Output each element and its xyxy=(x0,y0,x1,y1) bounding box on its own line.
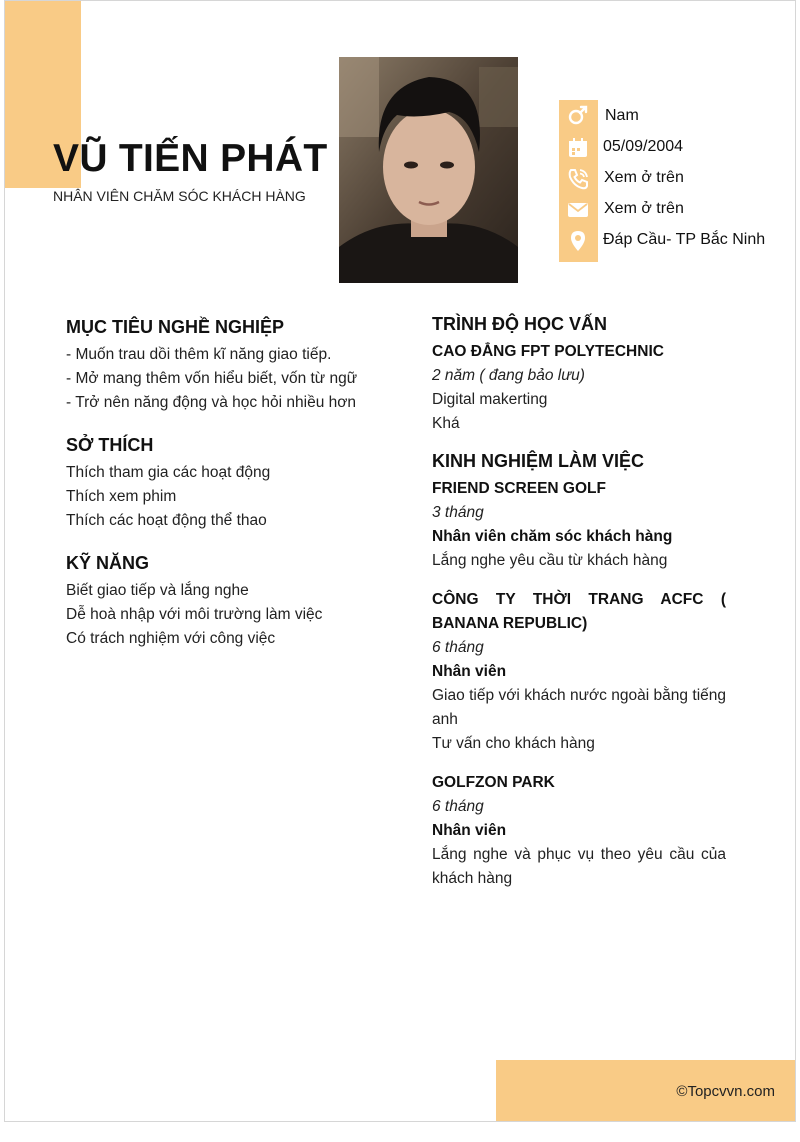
email-icon xyxy=(565,197,591,223)
objective-item: - Mở mang thêm vốn hiểu biết, vốn từ ngữ xyxy=(66,370,358,387)
job-desc: Lắng nghe yêu cầu từ khách hàng xyxy=(432,552,668,569)
calendar-icon xyxy=(565,135,591,161)
experience-title: KINH NGHIỆM LÀM VIỆC xyxy=(432,451,645,471)
job-desc: Lắng nghe và phục vụ theo yêu cầu của khách hàng xyxy=(432,846,726,887)
education-title: TRÌNH ĐỘ HỌC VẤN xyxy=(432,314,607,334)
gender-text: Nam xyxy=(605,107,639,124)
education-duration: 2 năm ( đang bảo lưu) xyxy=(432,367,585,384)
candidate-job-title: NHÂN VIÊN CHĂM SÓC KHÁCH HÀNG xyxy=(53,188,306,204)
education-major: Digital makerting xyxy=(432,391,548,408)
profile-photo xyxy=(339,57,518,283)
job-duration: 3 tháng xyxy=(432,504,484,521)
phone-text: Xem ở trên xyxy=(604,169,684,186)
phone-icon xyxy=(565,166,591,192)
hobbies-title: SỞ THÍCH xyxy=(66,435,154,455)
skill-item: Biết giao tiếp và lắng nghe xyxy=(66,582,249,599)
objective-item: - Trở nên năng động và học hỏi nhiều hơn xyxy=(66,394,357,411)
skills-title: KỸ NĂNG xyxy=(66,553,150,573)
email-text: Xem ở trên xyxy=(604,200,684,217)
birthday-text: 05/09/2004 xyxy=(603,138,684,155)
hobby-item: Thích tham gia các hoạt động xyxy=(66,464,271,481)
job-position: Nhân viên chăm sóc khách hàng xyxy=(432,528,673,545)
job-duration: 6 tháng xyxy=(432,639,484,656)
job-company: FRIEND SCREEN GOLF xyxy=(432,480,606,497)
skill-item: Có trách nghiệm với công việc xyxy=(66,630,276,647)
job-company: CÔNG TY THỜI TRANG ACFC ( BANANA REPUBLIC) xyxy=(432,591,726,632)
skill-item: Dễ hoà nhập với môi trường làm việc xyxy=(66,606,323,623)
job-company: GOLFZON PARK xyxy=(432,774,555,791)
job-desc: Giao tiếp với khách nước ngoài bằng tiếng anh xyxy=(432,687,726,728)
job-position: Nhân viên xyxy=(432,822,507,839)
gender-icon xyxy=(565,104,591,130)
education-school: CAO ĐẲNG FPT POLYTECHNIC xyxy=(432,343,664,360)
profile-photo-illustration xyxy=(339,57,518,283)
objective-item: - Muốn trau dồi thêm kĩ năng giao tiếp. xyxy=(66,346,332,363)
job-duration: 6 tháng xyxy=(432,798,484,815)
address-text: Đáp Cầu- TP Bắc Ninh xyxy=(603,231,766,248)
candidate-name: VŨ TIẾN PHÁT xyxy=(53,137,328,180)
contact-icon-bar xyxy=(559,100,598,262)
objective-title: MỤC TIÊU NGHỀ NGHIỆP xyxy=(66,317,285,337)
education-grade: Khá xyxy=(432,415,460,432)
job-desc: Tư vấn cho khách hàng xyxy=(432,735,595,752)
job-position: Nhân viên xyxy=(432,663,507,680)
location-icon xyxy=(565,228,591,254)
footer-copyright[interactable]: ©Topcvvn.com xyxy=(676,1083,775,1100)
cv-page xyxy=(4,0,796,1122)
hobby-item: Thích các hoạt động thể thao xyxy=(66,512,267,529)
hobby-item: Thích xem phim xyxy=(66,488,177,505)
